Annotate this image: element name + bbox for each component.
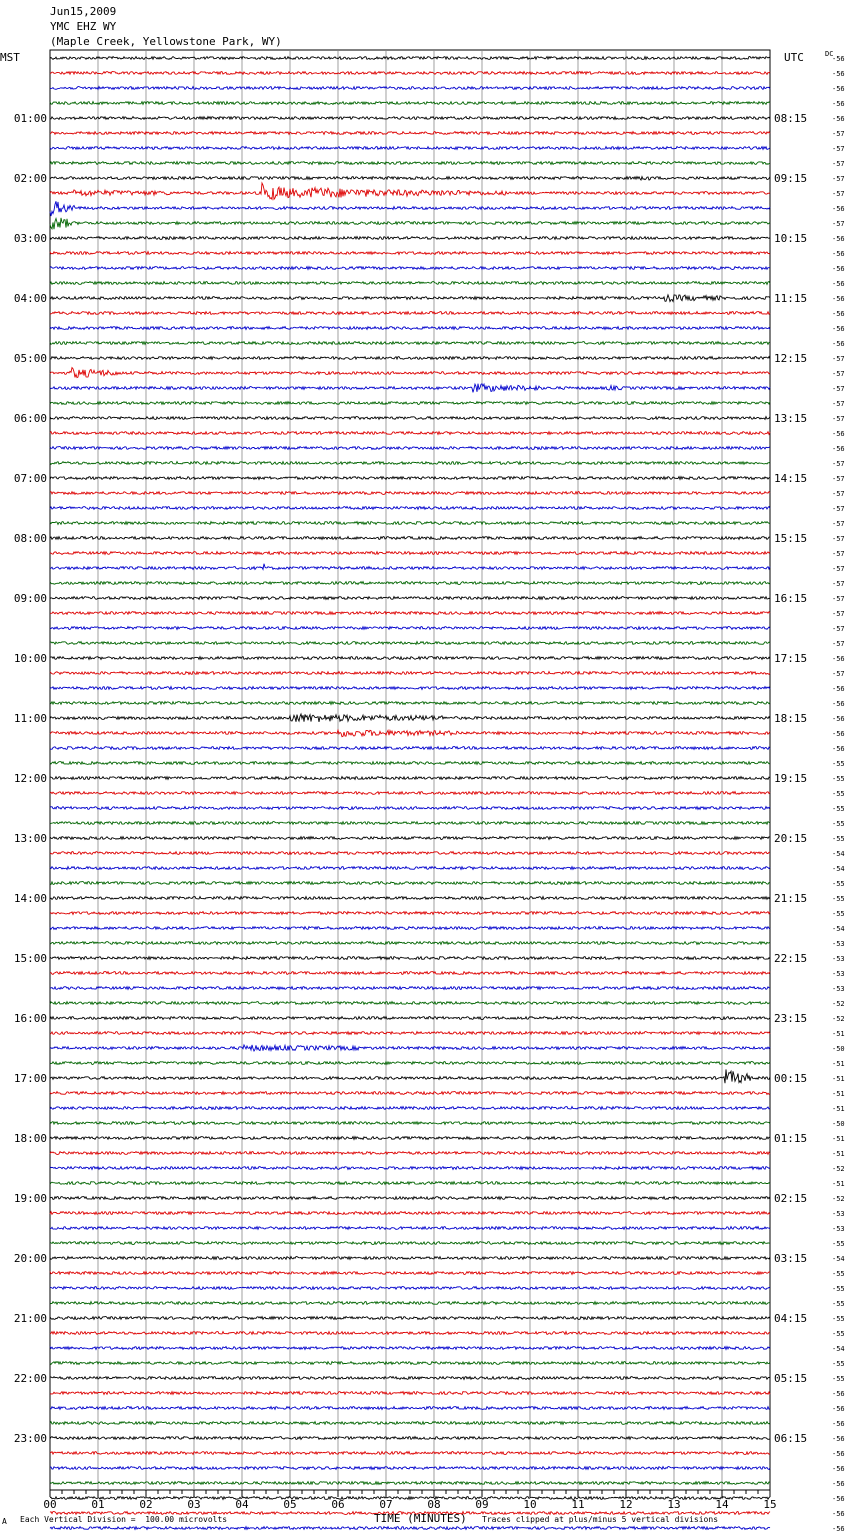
mst-hour-label: 15:00 (13, 952, 47, 965)
trace-21 (50, 368, 770, 378)
trace-90 (50, 1407, 770, 1410)
mst-label: MST (0, 51, 20, 64)
plot-date: Jun15,2009 (50, 5, 117, 18)
dc-offset: -54 (832, 925, 845, 933)
dc-offset: -57 (832, 415, 845, 423)
dc-offset: -54 (832, 865, 845, 873)
trace-68 (50, 1069, 770, 1083)
dc-offset: -56 (832, 250, 845, 258)
x-tick-label: 13 (667, 1498, 681, 1511)
dc-offset: -53 (832, 1210, 845, 1218)
trace-12 (50, 237, 770, 240)
trace-4 (50, 117, 770, 120)
trace-91 (50, 1422, 770, 1425)
trace-77 (50, 1212, 770, 1215)
mst-hour-label: 14:00 (13, 892, 47, 905)
utc-hour-label: 17:15 (774, 652, 808, 665)
trace-53 (50, 852, 770, 855)
dc-offset: -53 (832, 955, 845, 963)
mst-hour-label: 01:00 (13, 112, 47, 125)
dc-offset: -56 (832, 1525, 845, 1533)
dc-offset: -51 (832, 1150, 845, 1158)
trace-24 (50, 417, 770, 420)
dc-offset: -55 (832, 775, 845, 783)
utc-hour-label: 06:15 (774, 1432, 808, 1445)
dc-offset: -54 (832, 850, 845, 858)
mst-hour-label: 06:00 (13, 412, 47, 425)
dc-offset: -57 (832, 460, 845, 468)
x-tick-label: 06 (331, 1498, 345, 1511)
trace-7 (50, 162, 770, 165)
trace-64 (50, 1017, 770, 1020)
dc-offset: -56 (832, 100, 845, 108)
trace-60 (50, 957, 770, 960)
trace-38 (50, 627, 770, 630)
utc-hour-label: 04:15 (774, 1312, 808, 1325)
x-axis-label: TIME (MINUTES) (374, 1512, 467, 1525)
trace-1 (50, 72, 770, 75)
dc-offset: -57 (832, 220, 845, 228)
mst-hour-label: 21:00 (13, 1312, 47, 1325)
trace-22 (50, 384, 770, 393)
trace-76 (50, 1197, 770, 1200)
trace-30 (50, 507, 770, 510)
trace-20 (50, 357, 770, 360)
trace-71 (50, 1122, 770, 1125)
dc-offset: -57 (832, 370, 845, 378)
x-tick-label: 04 (235, 1498, 249, 1511)
x-tick-label: 11 (571, 1498, 585, 1511)
trace-54 (50, 867, 770, 870)
dc-offset: -56 (832, 430, 845, 438)
trace-73 (50, 1152, 770, 1155)
mst-hour-label: 16:00 (13, 1012, 47, 1025)
trace-84 (50, 1317, 770, 1320)
trace-49 (50, 792, 770, 795)
dc-offset: -56 (832, 715, 845, 723)
dc-offset: -57 (832, 610, 845, 618)
dc-offset: -56 (832, 340, 845, 348)
trace-45 (50, 730, 770, 737)
trace-13 (50, 252, 770, 255)
dc-offset: -51 (832, 1090, 845, 1098)
mst-hour-label: 20:00 (13, 1252, 47, 1265)
mst-hour-label: 22:00 (13, 1372, 47, 1385)
dc-offset: -56 (832, 685, 845, 693)
trace-63 (50, 1002, 770, 1005)
x-tick-label: 14 (715, 1498, 729, 1511)
clip-note: Traces clipped at plus/minus 5 vertical divisions (482, 1515, 719, 1524)
utc-hour-label: 22:15 (774, 952, 808, 965)
utc-hour-label: 13:15 (774, 412, 808, 425)
trace-75 (50, 1182, 770, 1185)
trace-79 (50, 1242, 770, 1245)
trace-48 (50, 777, 770, 780)
footer-mark: A (2, 1517, 7, 1526)
utc-hour-label: 10:15 (774, 232, 808, 245)
x-tick-label: 08 (427, 1498, 441, 1511)
dc-offset: -56 (832, 295, 845, 303)
trace-50 (50, 807, 770, 810)
trace-57 (50, 912, 770, 915)
x-tick-label: 03 (187, 1498, 201, 1511)
dc-offset: -55 (832, 895, 845, 903)
dc-offset: -57 (832, 475, 845, 483)
trace-9 (50, 183, 770, 199)
x-tick-label: 09 (475, 1498, 489, 1511)
dc-offset: -57 (832, 190, 845, 198)
trace-81 (50, 1272, 770, 1275)
dc-offset: -56 (832, 1390, 845, 1398)
dc-offset: -57 (832, 145, 845, 153)
trace-86 (50, 1347, 770, 1350)
dc-offset: -51 (832, 1075, 845, 1083)
trace-8 (50, 177, 770, 180)
dc-offset: -52 (832, 1195, 845, 1203)
trace-15 (50, 282, 770, 285)
dc-offset: -56 (832, 1480, 845, 1488)
dc-offset: -52 (832, 1015, 845, 1023)
mst-hour-label: 02:00 (13, 172, 47, 185)
dc-offset: -55 (832, 1300, 845, 1308)
dc-offset: -56 (832, 70, 845, 78)
dc-offset: -56 (832, 1465, 845, 1473)
trace-67 (50, 1062, 770, 1065)
utc-hour-label: 03:15 (774, 1252, 808, 1265)
dc-offset: -56 (832, 55, 845, 63)
dc-offset: -55 (832, 760, 845, 768)
trace-36 (50, 597, 770, 600)
trace-95 (50, 1482, 770, 1485)
trace-39 (50, 642, 770, 645)
vertical-scale-note: Each Vertical Division = 100.00 microvolts (20, 1515, 228, 1524)
trace-55 (50, 882, 770, 885)
trace-58 (50, 927, 770, 930)
trace-16 (50, 295, 770, 302)
trace-72 (50, 1137, 770, 1140)
trace-40 (50, 657, 770, 660)
dc-offset: -56 (832, 1510, 845, 1518)
utc-hour-label: 00:15 (774, 1072, 808, 1085)
x-tick-label: 01 (91, 1498, 105, 1511)
dc-offset: -57 (832, 175, 845, 183)
dc-offset: -57 (832, 595, 845, 603)
utc-hour-label: 21:15 (774, 892, 808, 905)
mst-hour-label: 13:00 (13, 832, 47, 845)
mst-hour-label: 07:00 (13, 472, 47, 485)
dc-offset: -56 (832, 115, 845, 123)
trace-26 (50, 447, 770, 450)
utc-hour-label: 09:15 (774, 172, 808, 185)
dc-offset: -56 (832, 1405, 845, 1413)
mst-hour-label: 19:00 (13, 1192, 47, 1205)
trace-66 (50, 1045, 770, 1051)
trace-11 (50, 218, 770, 229)
dc-offset: -56 (832, 745, 845, 753)
trace-82 (50, 1287, 770, 1290)
dc-offset: -55 (832, 1240, 845, 1248)
x-tick-label: 00 (43, 1498, 57, 1511)
utc-hour-label: 11:15 (774, 292, 808, 305)
utc-hour-label: 05:15 (774, 1372, 808, 1385)
trace-65 (50, 1032, 770, 1035)
dc-offset: -57 (832, 565, 845, 573)
station-code: YMC EHZ WY (50, 20, 117, 33)
dc-offset: -51 (832, 1105, 845, 1113)
trace-51 (50, 822, 770, 825)
dc-offset: -55 (832, 880, 845, 888)
trace-23 (50, 402, 770, 405)
dc-offset: -57 (832, 535, 845, 543)
dc-offset: -52 (832, 1000, 845, 1008)
dc-offset: -52 (832, 1165, 845, 1173)
mst-hour-label: 09:00 (13, 592, 47, 605)
dc-offset: -56 (832, 1495, 845, 1503)
dc-offset: -56 (832, 205, 845, 213)
trace-47 (50, 762, 770, 765)
mst-hour-label: 23:00 (13, 1432, 47, 1445)
dc-offset: -55 (832, 910, 845, 918)
utc-hour-label: 16:15 (774, 592, 808, 605)
dc-offset: -56 (832, 265, 845, 273)
trace-98 (50, 1527, 770, 1530)
trace-28 (50, 477, 770, 480)
mst-hour-label: 05:00 (13, 352, 47, 365)
trace-83 (50, 1302, 770, 1305)
trace-19 (50, 342, 770, 345)
trace-88 (50, 1377, 770, 1380)
utc-label: UTC (784, 51, 804, 64)
dc-offset: -53 (832, 940, 845, 948)
trace-78 (50, 1227, 770, 1230)
mst-hour-label: 11:00 (13, 712, 47, 725)
trace-35 (50, 582, 770, 585)
utc-hour-label: 19:15 (774, 772, 808, 785)
trace-62 (50, 987, 770, 990)
trace-61 (50, 972, 770, 975)
seismic-traces (50, 57, 770, 1534)
dc-offset: -51 (832, 1060, 845, 1068)
dc-offset: -57 (832, 505, 845, 513)
dc-offset: -57 (832, 490, 845, 498)
dc-offset: -54 (832, 1345, 845, 1353)
trace-29 (50, 492, 770, 495)
trace-33 (50, 552, 770, 555)
dc-offset: -50 (832, 1120, 845, 1128)
mst-hour-label: 08:00 (13, 532, 47, 545)
utc-hour-label: 02:15 (774, 1192, 808, 1205)
trace-37 (50, 612, 770, 615)
dc-offset: -56 (832, 85, 845, 93)
dc-offset: -55 (832, 1270, 845, 1278)
x-tick-label: 10 (523, 1498, 537, 1511)
dc-offset: -57 (832, 130, 845, 138)
dc-offset: -57 (832, 400, 845, 408)
x-tick-label: 05 (283, 1498, 297, 1511)
dc-offset: -55 (832, 1315, 845, 1323)
trace-31 (50, 522, 770, 525)
dc-offset: -55 (832, 790, 845, 798)
dc-offset: -55 (832, 1375, 845, 1383)
dc-offset: -55 (832, 820, 845, 828)
trace-25 (50, 432, 770, 435)
dc-offset: -57 (832, 580, 845, 588)
dc-offset: -56 (832, 325, 845, 333)
utc-hour-label: 18:15 (774, 712, 808, 725)
dc-offset: -57 (832, 355, 845, 363)
dc-offset: -57 (832, 385, 845, 393)
mst-hour-label: 03:00 (13, 232, 47, 245)
trace-70 (50, 1107, 770, 1110)
mst-hour-label: 18:00 (13, 1132, 47, 1145)
dc-offset: -57 (832, 625, 845, 633)
dc-offset: -55 (832, 835, 845, 843)
dc-offset: -56 (832, 1450, 845, 1458)
trace-89 (50, 1392, 770, 1395)
trace-5 (50, 132, 770, 135)
dc-offset: -55 (832, 805, 845, 813)
dc-offset: -57 (832, 670, 845, 678)
mst-hour-label: 12:00 (13, 772, 47, 785)
utc-hour-label: 01:15 (774, 1132, 808, 1145)
dc-offset: -56 (832, 730, 845, 738)
dc-offset: -56 (832, 655, 845, 663)
dc-offset: -53 (832, 970, 845, 978)
dc-offset: -57 (832, 520, 845, 528)
dc-offset: -56 (832, 1435, 845, 1443)
trace-0 (50, 57, 770, 60)
dc-offset: -55 (832, 1360, 845, 1368)
dc-offset: -56 (832, 700, 845, 708)
dc-offset: -57 (832, 640, 845, 648)
dc-offset: -51 (832, 1030, 845, 1038)
x-tick-label: 12 (619, 1498, 633, 1511)
mst-hour-label: 04:00 (13, 292, 47, 305)
trace-94 (50, 1467, 770, 1470)
station-location: (Maple Creek, Yellowstone Park, WY) (50, 35, 282, 48)
utc-hour-label: 23:15 (774, 1012, 808, 1025)
utc-hour-label: 12:15 (774, 352, 808, 365)
dc-offset: -50 (832, 1045, 845, 1053)
utc-hour-label: 20:15 (774, 832, 808, 845)
trace-10 (50, 201, 770, 216)
dc-offset: -51 (832, 1135, 845, 1143)
dc-offset: -56 (832, 235, 845, 243)
trace-3 (50, 102, 770, 105)
trace-92 (50, 1437, 770, 1440)
trace-18 (50, 327, 770, 330)
trace-41 (50, 672, 770, 675)
trace-42 (50, 687, 770, 690)
trace-69 (50, 1092, 770, 1095)
mst-hour-label: 10:00 (13, 652, 47, 665)
dc-offset: -57 (832, 550, 845, 558)
trace-46 (50, 747, 770, 750)
x-tick-label: 07 (379, 1498, 393, 1511)
trace-80 (50, 1257, 770, 1260)
utc-hour-label: 14:15 (774, 472, 808, 485)
dc-offset: -53 (832, 1225, 845, 1233)
trace-17 (50, 312, 770, 315)
dc-offset: -54 (832, 1255, 845, 1263)
dc-offset: -55 (832, 1285, 845, 1293)
dc-offset: -51 (832, 1180, 845, 1188)
x-tick-label: 02 (139, 1498, 153, 1511)
dc-offset: -56 (832, 280, 845, 288)
trace-32 (50, 537, 770, 540)
trace-59 (50, 942, 770, 945)
dc-offset: -55 (832, 1330, 845, 1338)
dc-offset: -56 (832, 1420, 845, 1428)
trace-34 (50, 564, 770, 570)
trace-14 (50, 267, 770, 270)
trace-56 (50, 897, 770, 900)
trace-74 (50, 1167, 770, 1170)
utc-hour-label: 15:15 (774, 532, 808, 545)
trace-44 (50, 714, 770, 722)
trace-2 (50, 87, 770, 90)
mst-hour-label: 17:00 (13, 1072, 47, 1085)
trace-96 (50, 1497, 770, 1500)
trace-43 (50, 702, 770, 705)
utc-hour-label: 08:15 (774, 112, 808, 125)
trace-93 (50, 1452, 770, 1455)
trace-85 (50, 1332, 770, 1335)
dc-offset: -56 (832, 310, 845, 318)
dc-label: DC (825, 50, 834, 58)
trace-52 (50, 837, 770, 840)
trace-27 (50, 462, 770, 465)
trace-87 (50, 1362, 770, 1365)
dc-offset: -53 (832, 985, 845, 993)
trace-6 (50, 147, 770, 150)
dc-offset: -56 (832, 445, 845, 453)
dc-offset: -57 (832, 160, 845, 168)
x-tick-label: 15 (763, 1498, 777, 1511)
